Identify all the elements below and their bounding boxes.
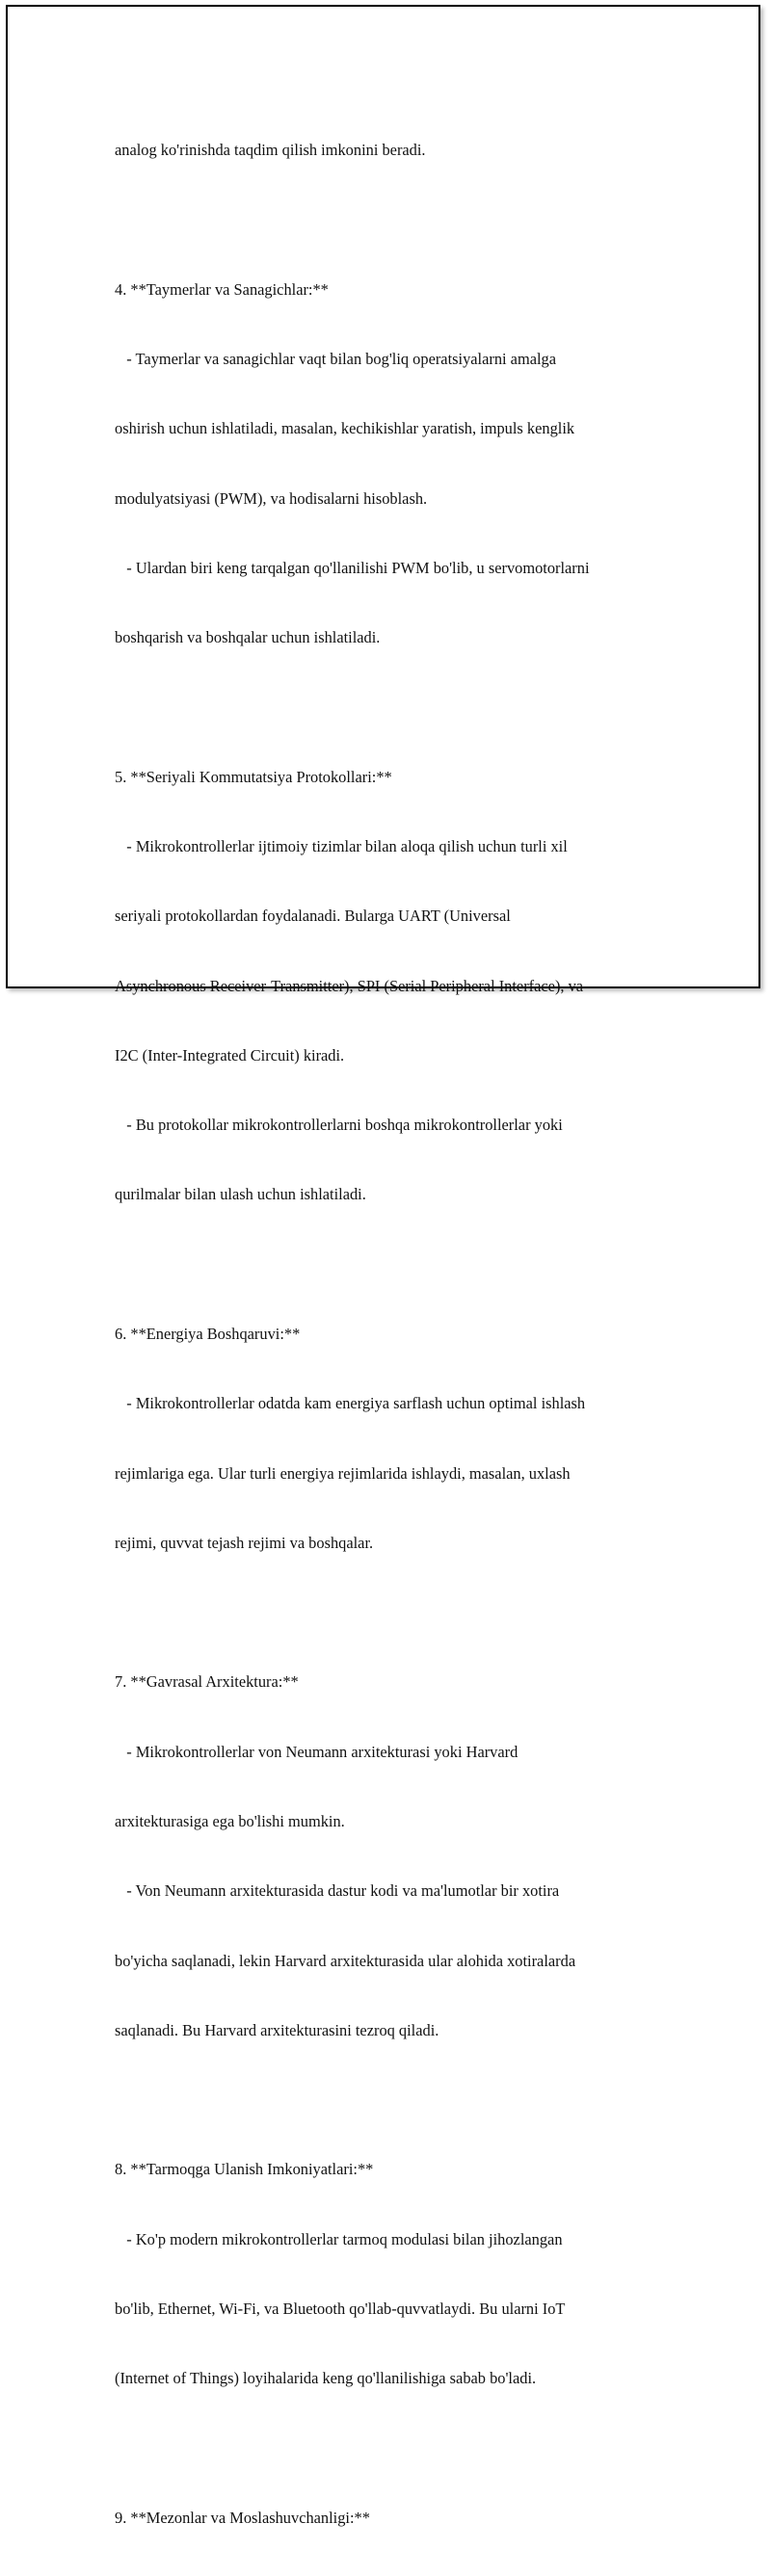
document-page: [6, 5, 760, 2527]
text-line: I2C (Inter-Integrated Circuit) kiradi.: [115, 1045, 345, 1065]
document-body: [115, 92, 664, 2576]
text-line: Asynchronous Receiver-Transmitter), SPI (Serial Peripheral Interface), va: [115, 976, 584, 995]
text-line: saqlanadi. Bu Harvard arxitekturasini tezroq qiladi.: [115, 2020, 439, 2039]
blank-line: [115, 2436, 664, 2459]
text-line: rejimi, quvvat tejash rejimi va boshqalar.: [115, 1533, 374, 1552]
text-line: oshirish uchun ishlatiladi, masalan, kechikishlar yaratish, impuls kenglik: [115, 419, 575, 438]
text-line: - Taymerlar va sanagichlar vaqt bilan bog'liq operatsiyalarni amalga: [115, 350, 556, 369]
text-line: modulyatsiyasi (PWM), va hodisalarni hisoblash.: [115, 488, 428, 508]
section-heading: 7. **Gavrasal Arxitektura:**: [115, 1672, 299, 1692]
text-line: boshqarish va boshqalar uchun ishlatiladi.: [115, 628, 381, 647]
text-line: - Ko'p modern mikrokontrollerlar tarmoq modulasi bilan jihozlangan: [115, 2229, 563, 2248]
blank-line: [115, 208, 664, 231]
blank-line: [115, 2089, 664, 2112]
text-line: seriyali protokollardan foydalanadi. Bularga UART (Universal: [115, 907, 511, 926]
section-heading: 5. **Seriyali Kommutatsiya Protokollari:**: [115, 767, 392, 786]
section-heading: 6. **Energiya Boshqaruvi:**: [115, 1324, 301, 1343]
text-line: - Mikrokontrollerlar odatda kam energiya sarflash uchun optimal ishlash: [115, 1394, 586, 1413]
section-heading: 8. **Tarmoqga Ulanish Imkoniyatlari:**: [115, 2160, 374, 2179]
blank-line: [115, 1601, 664, 1624]
section-heading: 9. **Mezonlar va Moslashuvchanligi:**: [115, 2508, 370, 2527]
text-line: bo'lib, Ethernet, Wi-Fi, va Bluetooth qo'llab-quvvatlaydi. Bu ularni IoT: [115, 2299, 566, 2318]
text-line: qurilmalar bilan ulash uchun ishlatiladi.: [115, 1185, 366, 1204]
section-heading: 4. **Taymerlar va Sanagichlar:**: [115, 279, 329, 299]
text-line: rejimlariga ega. Ular turli energiya rejimlarida ishlaydi, masalan, uxlash: [115, 1463, 571, 1483]
blank-line: [115, 696, 664, 719]
blank-line: [115, 1253, 664, 1276]
text-line: - Bu protokollar mikrokontrollerlarni boshqa mikrokontrollerlar yoki: [115, 1116, 563, 1135]
text-line: - Ulardan biri keng tarqalgan qo'llanilishi PWM bo'lib, u servomotorlarni: [115, 558, 590, 577]
text-line: (Internet of Things) loyihalarida keng qo'llanilishiga sabab bo'ladi.: [115, 2369, 537, 2388]
text-line: arxitekturasiga ega bo'lishi mumkin.: [115, 1811, 345, 1830]
text-line: - Mikrokontrollerlar von Neumann arxitekturasi yoki Harvard: [115, 1742, 518, 1761]
text-line: - Mikrokontrollerlar ijtimoiy tizimlar bilan aloqa qilish uchun turli xil: [115, 837, 568, 855]
text-line: bo'yicha saqlanadi, lekin Harvard arxitekturasida ular alohida xotiralarda: [115, 1951, 576, 1970]
text-line: - Von Neumann arxitekturasida dastur kodi va ma'lumotlar bir xotira: [115, 1881, 560, 1901]
text-line: analog ko'rinishda taqdim qilish imkonini beradi.: [115, 141, 426, 160]
